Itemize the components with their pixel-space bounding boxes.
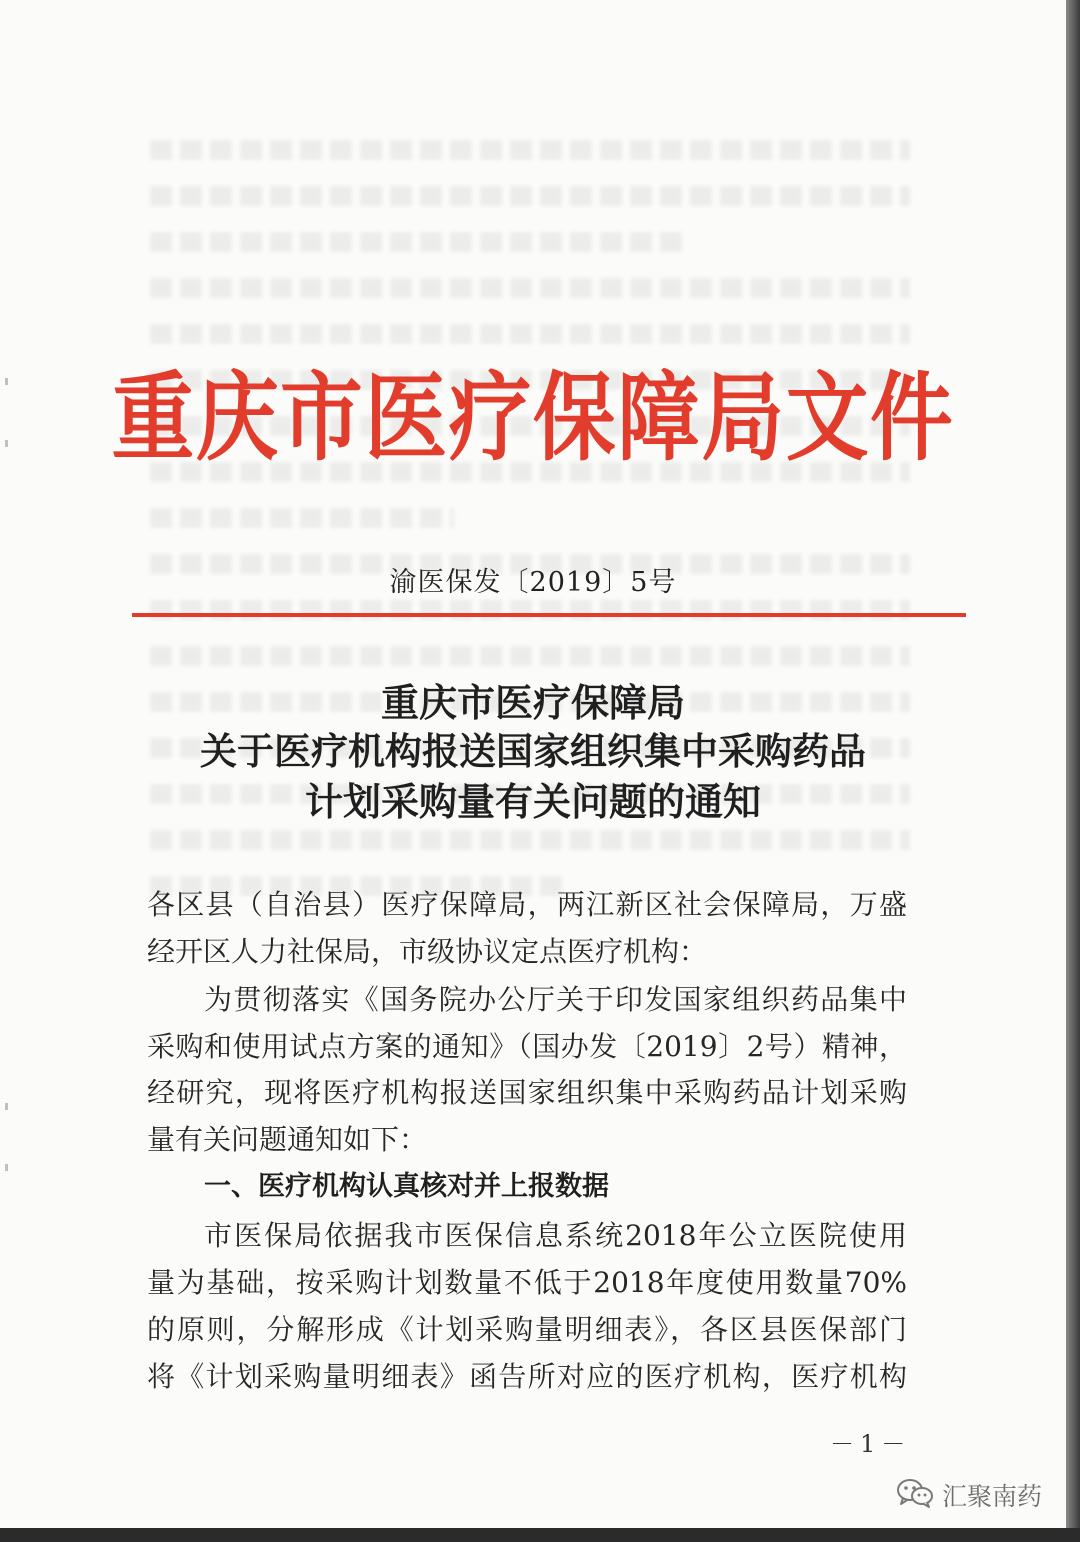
document-title-line-3: 计划采购量有关问题的通知 [304,780,761,824]
scan-speck [5,1164,8,1171]
scan-speck [5,440,8,447]
document-number: 渝医保发〔2019〕5号 [389,567,677,598]
scan-speck [5,378,8,385]
page-number: －1－ [830,1430,912,1458]
body-line: 量有关问题通知如下： [147,1123,428,1156]
scan-speck [5,1103,8,1110]
red-divider-rule [132,613,966,617]
body-line: 量为基础，按采购计划数量不低于2018年度使用数量70% [147,1266,907,1299]
document-title-line-2: 关于医疗机构报送国家组织集中采购药品 [200,730,866,773]
section-heading: 一、医疗机构认真核对并上报数据 [204,1171,609,1202]
body-line: 采购和使用试点方案的通知》（国办发〔2019〕2号）精神， [147,1030,907,1063]
body-line: 经研究，现将医疗机构报送国家组织集中采购药品计划采购 [147,1076,907,1109]
body-line: 将《计划采购量明细表》函告所对应的医疗机构，医疗机构 [147,1360,907,1393]
wechat-icon [896,1477,934,1513]
document-masthead: 重庆市医疗保障局文件 [111,362,955,474]
scan-edge-shadow [1066,0,1080,1528]
body-line: 市医保局依据我市医保信息系统2018年公立医院使用 [204,1219,907,1252]
body-line: 为贯彻落实《国务院办公厅关于印发国家组织药品集中 [204,983,907,1016]
body-line: 的原则，分解形成《计划采购量明细表》，各区县医保部门 [147,1313,907,1346]
body-line: 各区县（自治县）医疗保障局，两江新区社会保障局，万盛 [147,888,907,921]
body-line: 经开区人力社保局，市级协议定点医疗机构： [147,935,708,968]
wechat-watermark [896,1475,1042,1515]
watermark-text: 汇聚南药 [942,1482,1043,1511]
document-title-line-1: 重庆市医疗保障局 [380,681,685,725]
